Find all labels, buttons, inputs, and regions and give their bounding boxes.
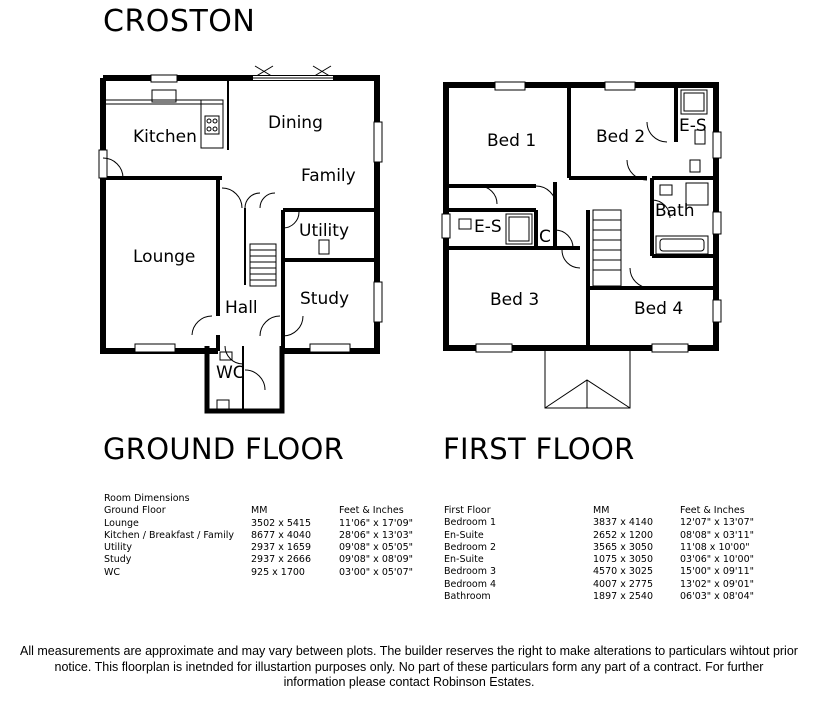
dims-feet: 12'07" x 13'07" xyxy=(680,517,754,529)
dims-room: Bedroom 4 xyxy=(444,578,497,590)
dims-feet: 13'02" x 09'01" xyxy=(680,578,754,590)
disclaimer-text xyxy=(4,644,814,691)
dims-room: En-Suite xyxy=(444,554,484,566)
dims-mm: 3565 x 3050 xyxy=(593,541,654,553)
disclaimer-line: notice. This floorplan is inetnded for illustartion purposes only. No part of these particulars form any part of a contract. For further xyxy=(54,659,764,674)
ground-dims-row xyxy=(104,566,413,579)
ground-dimensions-table xyxy=(104,493,413,579)
ground-header-feet: Feet & Inches xyxy=(339,505,404,517)
disclaimer-line: information please contact Robinson Estates. xyxy=(283,675,535,689)
first-dims-row xyxy=(444,591,764,603)
dims-feet: 15'00" x 09'11" xyxy=(680,566,754,578)
room-label-bed-2: Bed 2 xyxy=(596,127,646,147)
dims-feet: 11'06" x 17'09" xyxy=(339,517,413,529)
room-label-family: Family xyxy=(301,166,356,186)
first-dims-row xyxy=(444,530,764,542)
dims-feet: 09'08" x 05'05" xyxy=(339,542,413,554)
room-label-dining: Dining xyxy=(268,113,323,133)
first-dims-row xyxy=(444,554,764,566)
dims-mm: 3837 x 4140 xyxy=(593,517,654,529)
dims-mm: 2652 x 1200 xyxy=(593,529,654,541)
room-label-lounge: Lounge xyxy=(133,247,196,267)
dims-room: Utility xyxy=(104,542,132,554)
dims-mm: 1075 x 3050 xyxy=(593,554,654,566)
first-dimensions-table xyxy=(444,505,764,603)
first-dims-row xyxy=(444,579,764,591)
dims-room: En-Suite xyxy=(444,529,484,541)
dims-room: Bathroom xyxy=(444,591,491,603)
dims-feet: 03'00" x 05'07" xyxy=(339,566,413,578)
dims-mm: 925 x 1700 xyxy=(251,566,305,578)
dimensions-caption: Room Dimensions xyxy=(104,493,190,504)
room-label-study: Study xyxy=(300,289,350,309)
ground-header-mm: MM xyxy=(251,505,268,517)
property-title: CROSTON xyxy=(103,4,256,39)
first-dims-row xyxy=(444,517,764,529)
first-floor-heading: FIRST FLOOR xyxy=(443,432,635,466)
dims-room: Study xyxy=(104,554,132,566)
room-label-hall: Hall xyxy=(225,298,258,318)
dims-room: Bedroom 2 xyxy=(444,541,497,553)
room-label-utility: Utility xyxy=(299,221,350,241)
dims-room: WC xyxy=(104,566,121,578)
room-label-bed-4: Bed 4 xyxy=(634,299,684,319)
room-label-ensuite-1: E-S xyxy=(474,217,502,237)
dims-room: Kitchen / Breakfast / Family xyxy=(104,529,234,541)
dims-feet: 06'03" x 08'04" xyxy=(680,591,754,603)
dims-feet: 03'06" x 10'00" xyxy=(680,554,754,566)
room-label-cupboard: C xyxy=(539,227,551,247)
dims-feet: 09'08" x 08'09" xyxy=(339,554,413,566)
first-dims-row xyxy=(444,542,764,554)
dims-room: Bedroom 1 xyxy=(444,517,497,529)
ground-dims-row xyxy=(104,542,413,554)
room-label-bed-3: Bed 3 xyxy=(490,290,540,310)
ground-dims-row xyxy=(104,517,413,530)
dims-mm: 4007 x 2775 xyxy=(593,578,654,590)
dims-feet: 08'08" x 03'11" xyxy=(680,529,754,541)
dims-room: Bedroom 3 xyxy=(444,566,497,578)
dims-mm: 2937 x 2666 xyxy=(251,554,312,566)
dims-feet: 11'08 x 10'00" xyxy=(680,541,750,553)
dims-feet: 28'06" x 13'03" xyxy=(339,529,413,541)
ground-floor-heading: GROUND FLOOR xyxy=(103,432,345,466)
room-label-ensuite-2: E-S xyxy=(679,116,707,136)
room-label-bed-1: Bed 1 xyxy=(487,131,537,151)
dims-mm: 4570 x 3025 xyxy=(593,566,654,578)
room-label-kitchen: Kitchen xyxy=(133,127,197,147)
dims-mm: 2937 x 1659 xyxy=(251,542,312,554)
room-label-wc: WC xyxy=(216,363,245,383)
first-header-room: First Floor xyxy=(444,505,491,516)
dims-mm: 3502 x 5415 xyxy=(251,517,312,529)
ground-dims-row xyxy=(104,529,413,542)
room-label-bath: Bath xyxy=(655,201,695,221)
dims-mm: 8677 x 4040 xyxy=(251,529,312,541)
first-header-feet: Feet & Inches xyxy=(680,505,745,516)
dims-mm: 1897 x 2540 xyxy=(593,591,654,603)
first-dims-row xyxy=(444,566,764,578)
ground-header-room: Ground Floor xyxy=(104,505,166,517)
ground-dims-row xyxy=(104,554,413,566)
first-header-mm: MM xyxy=(593,505,610,516)
disclaimer-line: All measurements are approximate and may vary between plots. The builder reserves the right to make alterations to particulars wihtout prior xyxy=(20,644,798,658)
dims-room: Lounge xyxy=(104,517,139,529)
